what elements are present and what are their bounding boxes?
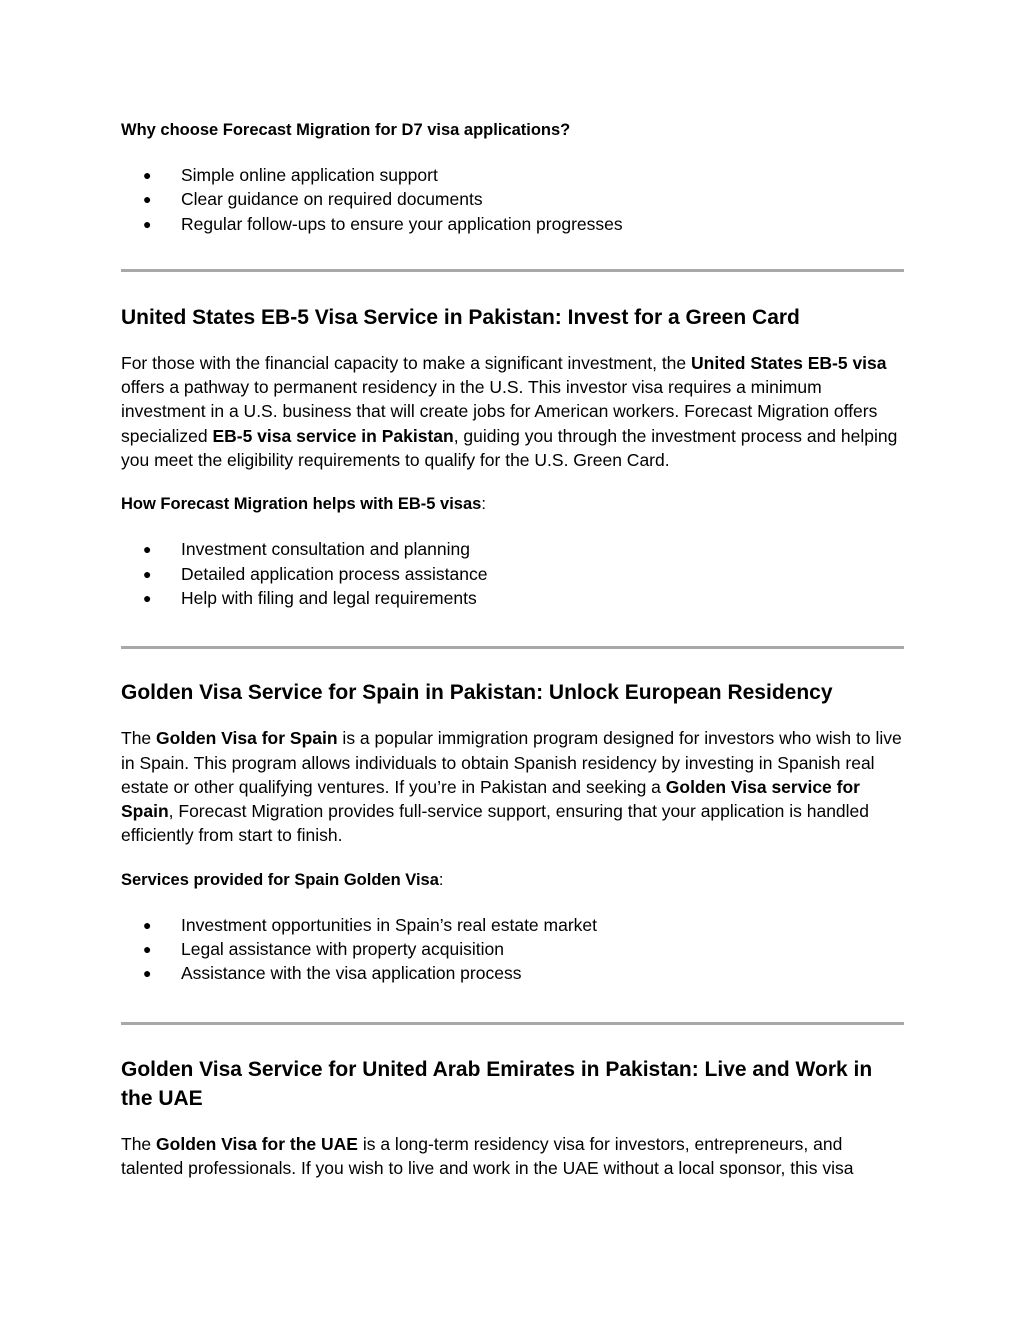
- d7-subheading: Why choose Forecast Migration for D7 visa applications?: [121, 121, 571, 139]
- uae-section-title: Golden Visa Service for United Arab Emirates in Pakistan: Live and Work in the UAE: [121, 1057, 873, 1110]
- eb5-paragraph: For those with the financial capacity to make a significant investment, the United States EB-5 visa offers a pathway to permanent residency in the U.S. This investor visa requires a minimum investment in a U.S. business that will create jobs for American workers. Forecast Migration offers specialized EB-5 visa service in Pakistan, guiding you through the investment process and helping you meet the eligibility requirements to qualify for the U.S. Green Card.: [121, 352, 898, 471]
- list-item: ● Simple online application support: [121, 163, 904, 187]
- document-page: [121, 118, 904, 1180]
- spain-bullet-list: [121, 913, 904, 986]
- spain-section-title: Golden Visa Service for Spain in Pakistan: Unlock European Residency: [121, 681, 833, 705]
- d7-bullet-list: [121, 163, 904, 236]
- list-item: ● Regular follow-ups to ensure your application progresses: [121, 212, 904, 236]
- bullet-icon: ●: [143, 565, 152, 582]
- spain-paragraph: The Golden Visa for Spain is a popular immigration program designed for investors who wish to live in Spain. This program allows individuals to obtain Spanish residency by investing in Spanish real estate or other qualifying ventures. If you’re in Pakistan and seeking a Golden Visa service for Spain, Forecast Migration provides full-service support, ensuring that your application is handled efficiently from start to finish.: [121, 728, 902, 846]
- bullet-icon: ●: [143, 916, 152, 933]
- bullet-icon: ●: [143, 965, 152, 982]
- bullet-icon: ●: [143, 541, 152, 558]
- list-item: ● Investment consultation and planning: [121, 537, 904, 561]
- list-item: ● Investment opportunities in Spain’s real estate market: [121, 913, 904, 937]
- list-item: ● Clear guidance on required documents: [121, 187, 904, 211]
- uae-paragraph: The Golden Visa for the UAE is a long-term residency visa for investors, entrepreneurs, and talented professionals. If you wish to live and work in the UAE without a local sponsor, this visa: [121, 1133, 854, 1178]
- eb5-bullet-list: [121, 537, 904, 610]
- spain-subheading: Services provided for Spain Golden Visa:: [121, 870, 444, 889]
- list-item: ● Detailed application process assistance: [121, 562, 904, 586]
- list-item: ● Help with filing and legal requirements: [121, 586, 904, 610]
- bullet-icon: ●: [143, 215, 152, 232]
- eb5-section-title: United States EB-5 Visa Service in Pakistan: Invest for a Green Card: [121, 305, 800, 329]
- list-item: ● Legal assistance with property acquisition: [121, 937, 904, 961]
- bullet-icon: ●: [143, 589, 152, 606]
- eb5-subheading: How Forecast Migration helps with EB-5 visas:: [121, 495, 486, 514]
- bullet-icon: ●: [143, 167, 152, 183]
- list-item: ● Assistance with the visa application process: [121, 961, 904, 985]
- bullet-icon: ●: [143, 191, 152, 208]
- bullet-icon: ●: [143, 941, 152, 958]
